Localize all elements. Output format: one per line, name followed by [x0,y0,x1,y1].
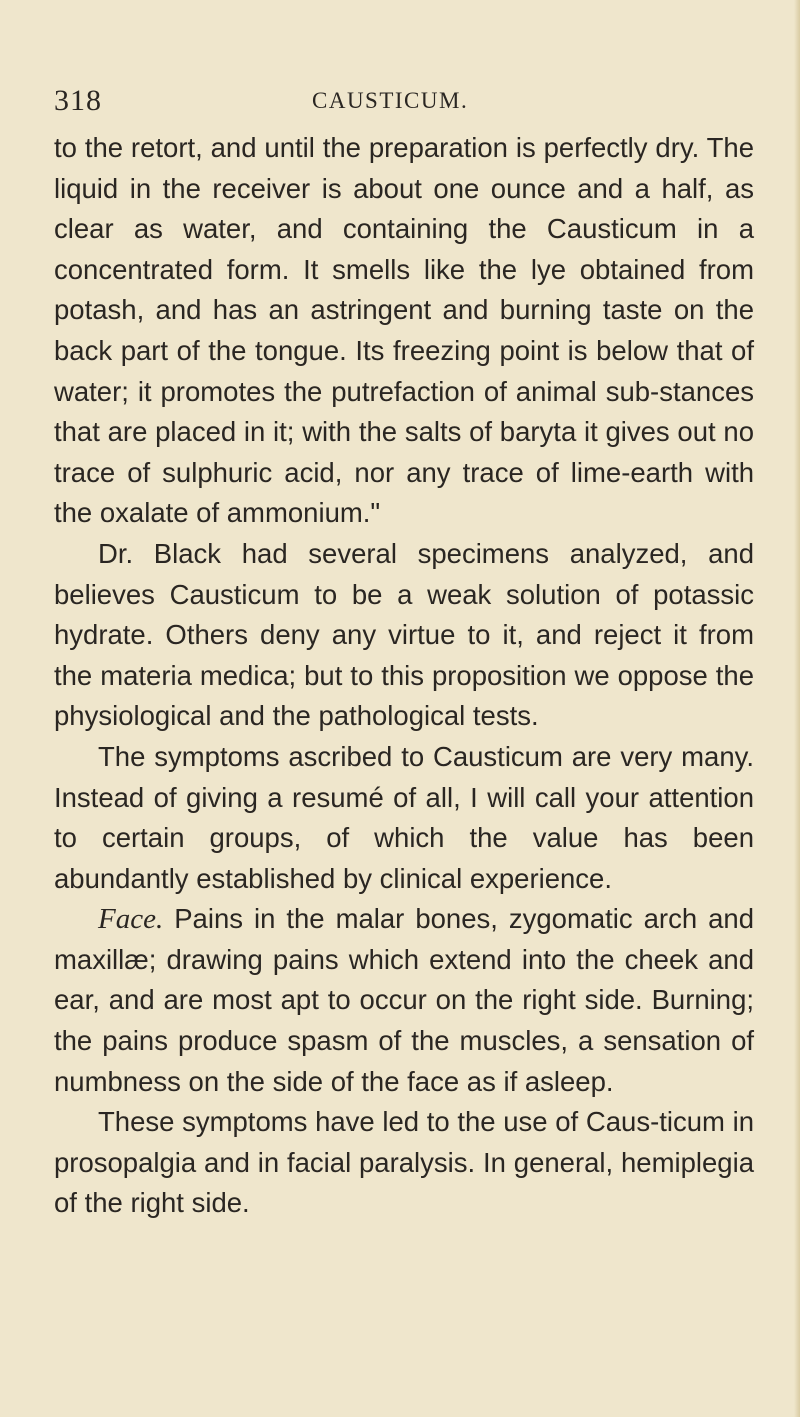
paragraph-4-lead: Face. [98,903,164,936]
paragraph-5-text: These symptoms have led to the use of Caus-ticum in prosopalgia and in facial paralysis. In general, hemiplegia of the right side. [54,1106,754,1219]
paragraph-4 [54,899,754,1102]
page-header [54,84,754,124]
paragraph-3-text: The symptoms ascribed to Causticum are very many. Instead of giving a resumé of all, I will call your attention to certain groups, of which the value has been abundantly established by clinical experience. [54,740,754,894]
paragraph-2 [54,534,754,737]
paragraph-4-text: Pains in the malar bones, zygomatic arch and maxillæ; drawing pains which extend into the cheek and ear, and are most apt to occur on the right side. Burning; the pains produce spasm of the muscles, a sensation of numbness on the side of the face as if asleep. [54,903,754,1097]
paragraph-1 [54,128,754,534]
page-number: 318 [54,84,102,117]
paragraph-5 [54,1102,754,1224]
paragraph-2-text: Dr. Black had several specimens analyzed, and believes Causticum to be a weak solution of potassic hydrate. Others deny any virtue to it, and reject it from the materia medica; but to this proposition we oppose the physiological and the pathological tests. [54,537,754,732]
page-edge-shadow [794,0,800,1417]
body-text [54,128,754,1224]
paragraph-1-text: to the retort, and until the preparation is perfectly dry. The liquid in the receiver is about one ounce and a half, as clear as water, and containing the Causticum in a concentrated form. It smells like the lye obtained from potash, and has an astringent and burning taste on the back part of the tongue. Its freezing point is below that of water; it promotes the putrefaction of animal sub-stances that are placed in it; with the salts of baryta it gives out no trace of sulphuric acid, nor any trace of lime-earth with the oxalate of ammonium." [54,132,754,529]
running-head: CAUSTICUM. [312,88,469,113]
paragraph-3 [54,737,754,899]
